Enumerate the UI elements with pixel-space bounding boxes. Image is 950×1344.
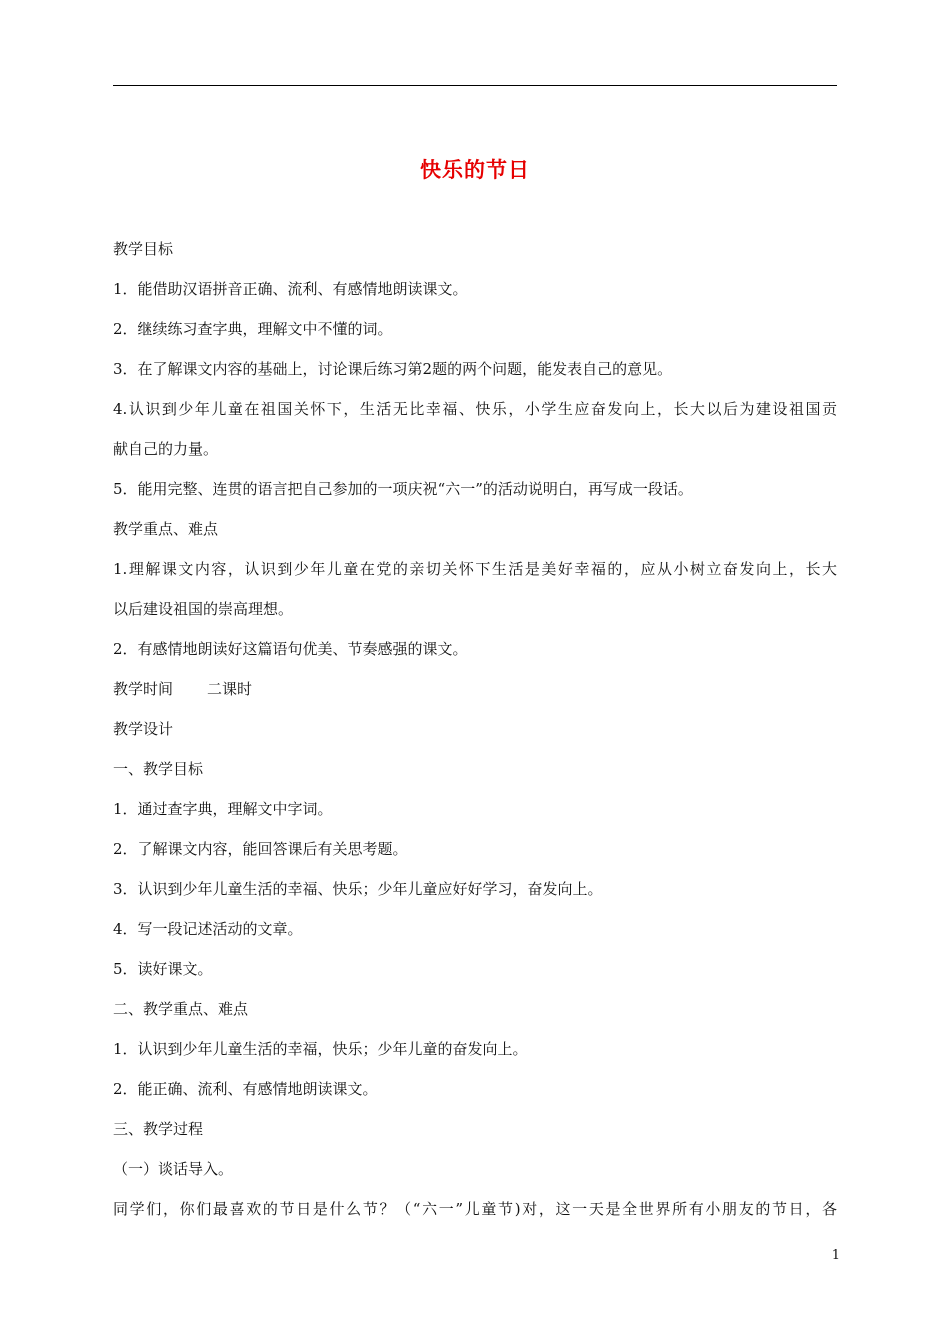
section-heading-key-points: 教学重点、难点: [113, 520, 219, 538]
document-body: [113, 229, 837, 1229]
goal-item-4-line-2: 献自己的力量。: [113, 440, 219, 458]
process-step-heading-intro: （一）谈话导入。: [113, 1160, 234, 1178]
key-point-1-line-1: 1.理解课文内容，认识到少年儿童在党的亲切关怀下生活是美好幸福的，应从小树立奋发向上，长大: [113, 560, 837, 578]
goal-item-1: 1．能借助汉语拼音正确、流利、有感情地朗读课文。: [113, 280, 468, 298]
goal-item-2: 2．继续练习查字典，理解文中不懂的词。: [113, 320, 393, 338]
design-goal-item-5: 5．读好课文。: [113, 960, 213, 978]
design-goal-item-2: 2．了解课文内容，能回答课后有关思考题。: [113, 840, 408, 858]
subsection-heading-process: 三、教学过程: [113, 1120, 204, 1138]
intro-paragraph-line-1: 同学们，你们最喜欢的节日是什么节？（“六一”儿童节)对，这一天是全世界所有小朋友的节日，各: [113, 1200, 837, 1218]
key-point-2: 2．有感情地朗读好这篇语句优美、节奏感强的课文。: [113, 640, 468, 658]
goal-item-3: 3．在了解课文内容的基础上，讨论课后练习第2题的两个问题，能发表自己的意见。: [113, 360, 673, 378]
section-heading-teaching-goals: 教学目标: [113, 240, 174, 258]
design-key-point-2: 2．能正确、流利、有感情地朗读课文。: [113, 1080, 378, 1098]
page-number: 1: [831, 1248, 840, 1263]
design-goal-item-4: 4．写一段记述活动的文章。: [113, 920, 303, 938]
subsection-heading-goals: 一、教学目标: [113, 760, 204, 778]
teaching-time-label: 教学时间: [113, 680, 174, 698]
design-key-point-1: 1．认识到少年儿童生活的幸福，快乐；少年儿童的奋发向上。: [113, 1040, 528, 1058]
teaching-time-row: [113, 669, 837, 709]
key-point-1-line-2: 以后建设祖国的崇高理想。: [113, 600, 294, 618]
goal-item-4-line-1: 4.认识到少年儿童在祖国关怀下，生活无比幸福、快乐，小学生应奋发向上，长大以后为建设祖国贡: [113, 400, 837, 418]
section-heading-teaching-design: 教学设计: [113, 720, 174, 738]
goal-item-5: 5．能用完整、连贯的语言把自己参加的一项庆祝“六一”的活动说明白，再写成一段话。: [113, 480, 693, 498]
design-goal-item-3: 3．认识到少年儿童生活的幸福、快乐；少年儿童应好好学习，奋发向上。: [113, 880, 603, 898]
teaching-time-value: 二课时: [207, 680, 253, 698]
document-title: 快乐的节日: [420, 158, 530, 182]
header-rule: [113, 85, 837, 86]
subsection-heading-key-points: 二、教学重点、难点: [113, 1000, 249, 1018]
design-goal-item-1: 1．通过查字典，理解文中字词。: [113, 800, 333, 818]
